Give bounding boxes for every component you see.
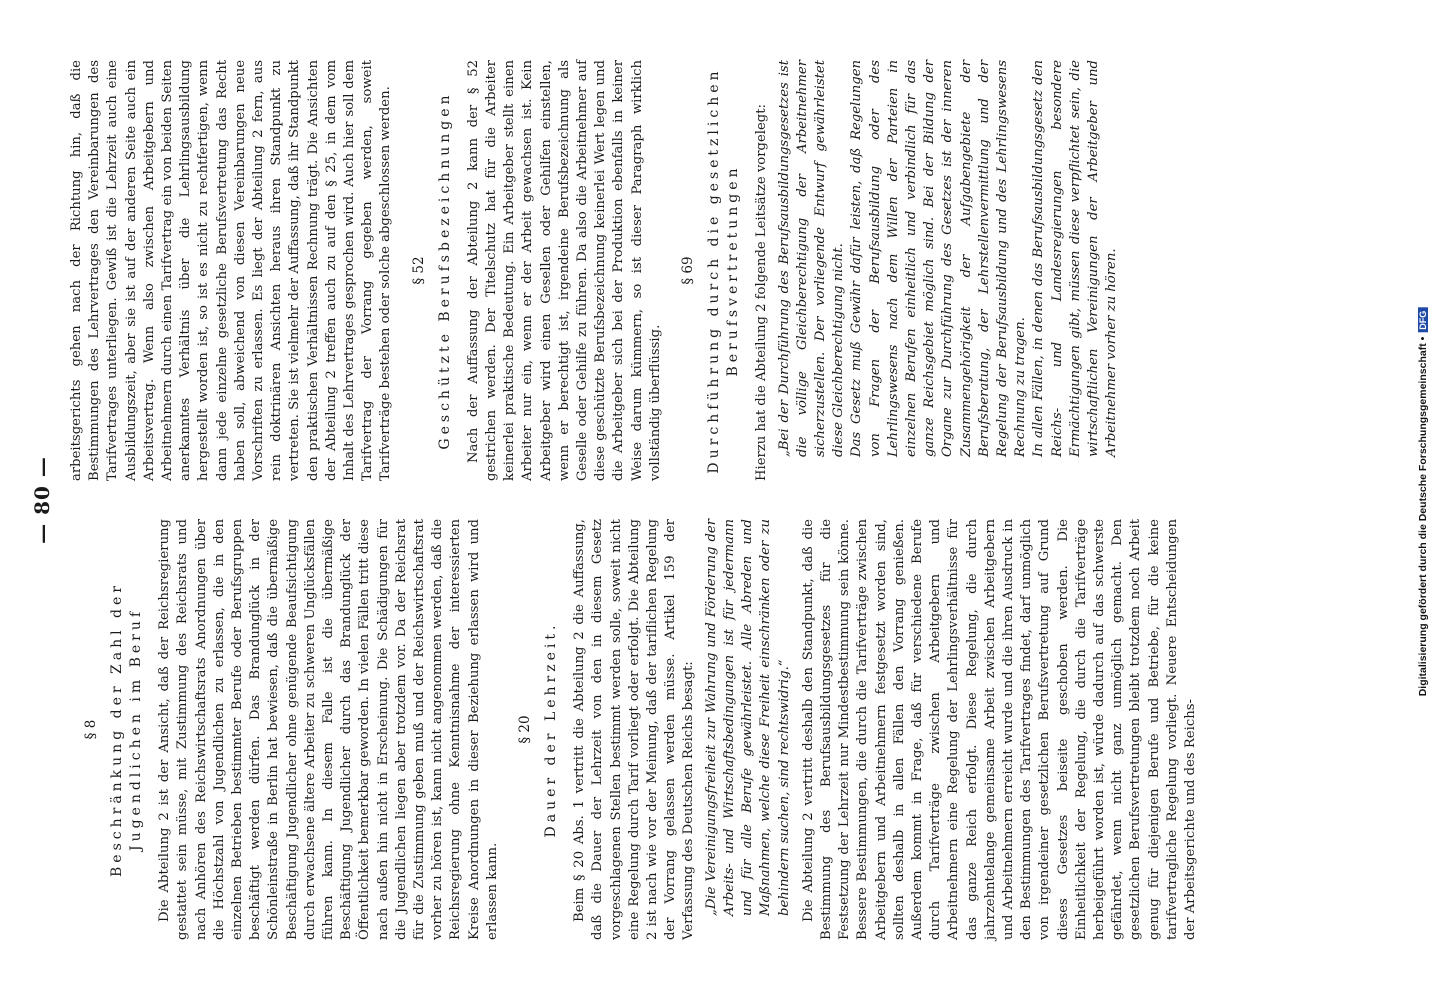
body-paragraph: Nach der Auffassung der Abteilung 2 kann der § 52 gestrichen werden. Der Titelschutz hat für die Arbeiter keinerlei praktische Bedeutung. Ein Arbeitgeber stellt einen Arbeiter nur ein, wenn er der Arbeit gewachsen ist. Kein Arbeitgeber wird einen Gesellen oder Gehilfen einstellen, wenn er berechtigt ist, irgendeine Berufsbezeichnung als Geselle oder Gehilfe zu führen. Da also die Arbeitnehmer auf diese geschützte Berufsbezeichnung keinerlei Wert legen und die Arbeitgeber sich bei der Produktion ebenfalls in keiner Weise darum kümmern, so ist dieser Paragraph wirklich vollständig überflüssig.	[465, 60, 663, 481]
body-paragraph: Beim § 20 Abs. 1 vertritt die Abteilung 2 die Auffassung, daß die Dauer der Lehrzeit von den in diesem Gesetz vorgeschlagenen Stellen bestimmt werden solle, soweit nicht eine Regelung durch Tarif vorliegt oder erfolgt. Die Abteilung 2 ist nach wie vor der Meinung, daß der tariflichen Regelung der Vorrang gelassen werden müsse. Artikel 159 der Verfassung des Deutschen Reichs besagt:	[572, 519, 697, 940]
body-paragraph: Die Abteilung 2 vertritt deshalb den Standpunkt, daß die Bestimmung des Berufsausbildungsgesetzes für die Festsetzung der Lehrzeit nur Mindestbestimmung sein könne. Bessere Bestimmungen, die durch die Tarifverträge zwischen Arbeitgebern und Arbeitnehmern festgesetzt worden sind, sollten deshalb in allen Fällen den Vorrang genießen. Außerdem kommt in Frage, daß für verschiedene Berufe durch Tarifverträge zwischen Arbeitgebern und Arbeitnehmern eine Regelung der Lehrlingsverhältnisse für das ganze Reich erfolgt. Diese Regelung, die durch jahrzehntelange gemeinsame Arbeit zwischen Arbeitgebern und Arbeitnehmern erreicht wurde und die ihren Ausdruck in den Bestimmungen des Tarifvertrages findet, darf unmöglich von irgendeiner gesetzlichen Berufsvertretung auf Grund dieses Gesetzes beiseite geschoben werden. Die Einheitlichkeit der Regelung, die durch die Tarifverträge herbeigeführt worden ist, würde dadurch auf das schwerste gefährdet, wenn nicht ganz unmöglich gemacht. Den gesetzlichen Berufsvertretungen bleibt trotzdem noch Arbeit genug für diejenigen Berufe und Betriebe, für die keine tarifvertragliche Regelung vorliegt. Neuere Entscheidungen der Arbeitsgerichte und des Reichs-	[800, 519, 1198, 940]
dfg-margin-note	[1412, 8, 1434, 996]
two-column-body	[68, 60, 1200, 940]
section-title: Durchführung durch die gesetzlichen Berufsvertretungen	[706, 67, 742, 474]
rotated-document-page	[0, 30, 1198, 970]
quote-text: „Bei der Durchführung des Berufsausbildungsgesetzes ist die völlige Gleichberechtigung der Arbeitnehmer sicherzustellen. Der vorliegende Entwurf gewährleistet diese Gleichberechtigung nicht.	[776, 60, 847, 457]
quote-text: Das Gesetz muß Gewähr dafür leisten, daß Regelungen von Fragen der Berufsausbildung oder des Lehrlingswesens nach dem Willen der Parteien in einzelnen Berufen einheitlich und verbindlich für das ganze Reichsgebiet möglich sind. Bei der Bildung der Organe zur Durchführung des Gesetzes ist der inneren Zusammengehörigkeit der Aufgabengebiete der Berufsberatung, der Lehrstellenvermittlung und der Regelung der Berufsausbildung und des Lehrlingswesens Rechnung zu tragen.	[849, 60, 1029, 457]
quote-text: In allen Fällen, in denen das Berufsausbildungsgesetz den Reichs- und Landesregierungen besondere Ermächtigungen gibt, müssen diese verpflichtet sein, die wirtschaftlichen Vereinigungen der Arbeitgeber und Arbeitnehmer vorher zu hören.	[1031, 60, 1120, 457]
dfg-logo-badge: DFG	[1418, 308, 1428, 333]
page-number: — 80 —	[30, 456, 54, 544]
section-title: Geschützte Berufsbezeichnungen	[436, 91, 453, 450]
left-column	[68, 519, 1200, 940]
body-paragraph: Hierzu hat die Abteilung 2 folgende Leitsätze vorgelegt:	[754, 104, 770, 481]
body-paragraph: arbeitsgerichts gehen nach der Richtung hin, daß die Bestimmungen des Lehrvertrages den Vereinbarungen des Tarifvertrages unterliegen. Gewiß ist die Lehrzeit auch eine Ausbildungszeit, aber sie ist auf der anderen Seite auch ein Arbeitsvertrag. Wenn also zwischen Arbeitgebern und Arbeitnehmern durch einen Tarifvertrag ein von beiden Seiten anerkanntes Verhältnis über die Lehrlingsausbildung hergestellt worden ist, so ist es nicht zu rechtfertigen, wenn dann jede einzelne gesetzliche Berufsvertretung das Recht haben soll, abweichend von diesen Vereinbarungen neue Vorschriften zu erlassen. Es liegt der Abteilung 2 fern, aus rein doktrinären Ansichten heraus ihren Standpunkt zu vertreten. Sie ist vielmehr der Auffassung, daß ihr Standpunkt den praktischen Verhältnissen Rechnung trägt. Die Ansichten der Abteilung 2 treffen auch zu auf den § 25, in dem vom Inhalt des Lehrvertrages gesprochen wird. Auch hier soll dem Tarifvertrag der Vorrang gegeben werden, soweit Tarifverträge bestehen oder solche abgeschlossen werden.	[69, 60, 394, 481]
guidelines-quote	[776, 60, 1122, 457]
section-number: § 52	[410, 256, 427, 285]
section-number: § 69	[680, 256, 697, 285]
funding-note-text: Digitalisierung gefördert durch die Deutsche Forschungsgemeinschaft •	[1417, 336, 1429, 697]
section-title: Beschränkung der Zahl der Jugendlichen im Beruf	[109, 582, 145, 877]
right-column	[68, 60, 1200, 481]
quote-text: „Die Vereinigungsfreiheit zur Wahrung und Förderung der Arbeits- und Wirtschaftsbedingungen ist für jedermann und für alle Berufe gewährleistet. Alle Abreden und Maßnahmen, welche diese Freiheit einschränken oder zu behindern suchen, sind rechtswidrig.“	[703, 519, 792, 916]
section-number: § 20	[517, 715, 534, 744]
section-title: Dauer der Lehrzeit.	[543, 621, 560, 838]
constitution-quote	[703, 519, 794, 916]
body-paragraph: Die Abteilung 2 ist der Ansicht, daß der Reichsregierung gestattet sein müsse, mit Zustimmung des Reichsrats und nach Anhören des Reichswirtschaftsrats Anordnungen über die Höchstzahl von Jugendlichen zu erlassen, die in den einzelnen Betrieben bestimmter Berufe oder Berufsgruppen beschäftigt werden dürfen. Das Brandunglück in der Schönleinstraße in Berlin hat bewiesen, daß die übermäßige Beschäftigung Jugendlicher ohne genügende Beaufsichtigung durch erwachsene ältere Arbeiter zu schweren Unglücksfällen führen kann. In diesem Falle ist die übermäßige Beschäftigung Jugendlicher durch das Brandunglück der Öffentlichkeit bemerkbar geworden. In vielen Fällen tritt diese nach außen hin nicht in Erscheinung. Die Schädigungen für die Jugendlichen liegen aber trotzdem vor. Da der Reichsrat für die Zustimmung geben muß und der Reichswirtschaftsrat vorher zu hören ist, kann nicht angenommen werden, daß die Reichsregierung ohne Kenntnisnahme der interessierten Kreise Anordnungen in dieser Beziehung erlassen wird und erlassen kann.	[157, 519, 500, 940]
section-number: § 8	[83, 719, 99, 740]
